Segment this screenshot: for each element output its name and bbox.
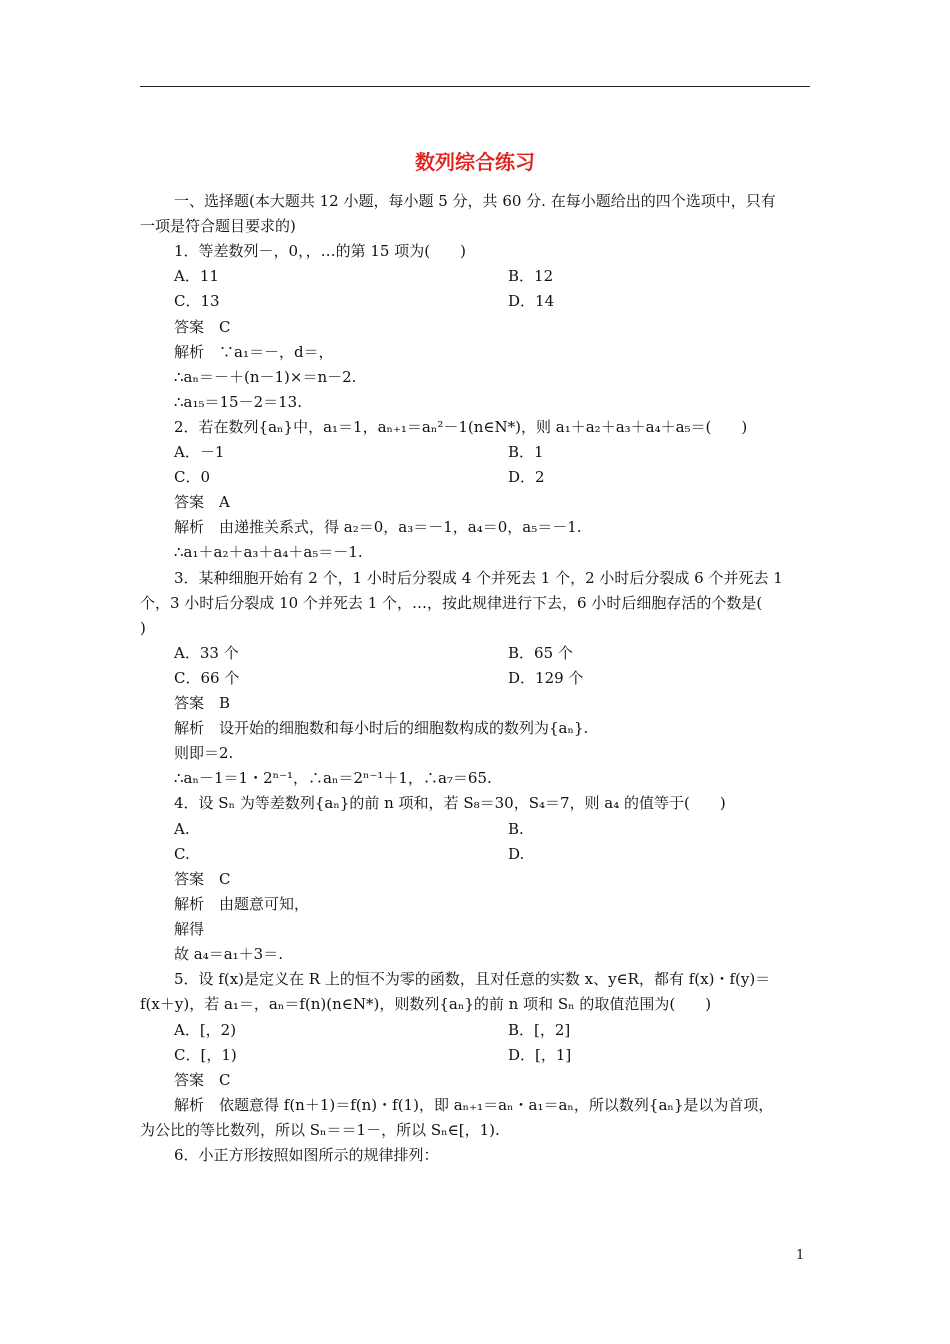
text-line: 答案 C xyxy=(174,318,231,336)
text-line: 答案 C xyxy=(174,1071,231,1089)
text-line: B．1 xyxy=(508,443,544,461)
text-line: 1．等差数列－，0，，…的第 15 项为( ) xyxy=(174,242,466,260)
text-line: A．[，2) xyxy=(174,1021,237,1039)
text-line: 解析 由题意可知， xyxy=(174,895,310,913)
text-line: ) xyxy=(140,619,146,637)
text-line: D．129 个 xyxy=(508,669,584,687)
document-title: 数列综合练习 xyxy=(415,150,535,174)
text-line: 个，3 小时后分裂成 10 个并死去 1 个，…，按此规律进行下去，6 小时后细胞存活的个数是( xyxy=(140,594,763,612)
page-number: 1 xyxy=(796,1248,805,1263)
text-line: 一项是符合题目要求的) xyxy=(140,217,296,235)
text-line: B．65 个 xyxy=(508,644,573,662)
text-line: 解析 依题意得 f(n＋1)＝f(n)・f(1)，即 aₙ₊₁＝aₙ・a₁＝aₙ，所以数列{aₙ}是以为首项， xyxy=(174,1096,774,1114)
text-line: 答案 C xyxy=(174,870,231,888)
text-line: ∴a₁＋a₂＋a₃＋a₄＋a₅＝－1. xyxy=(174,543,363,561)
text-line: C．13 xyxy=(174,292,220,310)
text-line: 解析 ∵a₁＝－，d＝， xyxy=(174,343,334,361)
text-line: B．[，2] xyxy=(508,1021,571,1039)
text-line: 故 a₄＝a₁＋3＝. xyxy=(174,945,283,963)
text-line: 答案 A xyxy=(174,493,230,511)
text-line: C．66 个 xyxy=(174,669,240,687)
text-line: C．[，1) xyxy=(174,1046,237,1064)
text-line: B．12 xyxy=(508,267,554,285)
text-line: 解得 xyxy=(174,920,205,938)
text-line: ∴a₁₅＝15－2＝13. xyxy=(174,393,302,411)
text-line: A．33 个 xyxy=(174,644,239,662)
text-line: 3．某种细胞开始有 2 个，1 小时后分裂成 4 个并死去 1 个，2 小时后分裂成 6 个并死去 1 xyxy=(174,569,783,587)
text-line: 2．若在数列{aₙ}中，a₁＝1，aₙ₊₁＝aₙ²－1(n∈N*)，则 a₁＋a₂＋a₃＋a₄＋a₅＝( ) xyxy=(174,418,748,436)
header-rule xyxy=(140,86,810,87)
text-line: 则即＝2. xyxy=(174,744,234,762)
text-line: A. xyxy=(174,820,190,838)
text-line: 4．设 Sₙ 为等差数列{aₙ}的前 n 项和，若 S₈＝30，S₄＝7，则 a₄ 的值等于( ) xyxy=(174,794,726,812)
text-line: f(x＋y)，若 a₁＝，aₙ＝f(n)(n∈N*)，则数列{aₙ}的前 n 项和 Sₙ 的取值范围为( ) xyxy=(140,995,712,1013)
text-line: D．14 xyxy=(508,292,555,310)
text-line: 为公比的等比数列，所以 Sₙ＝＝1－，所以 Sₙ∈[，1). xyxy=(140,1121,500,1139)
text-line: ∴aₙ－1＝1・2ⁿ⁻¹，∴aₙ＝2ⁿ⁻¹＋1，∴a₇＝65. xyxy=(174,769,492,787)
text-line: B. xyxy=(508,820,524,838)
text-line: D．2 xyxy=(508,468,545,486)
text-line: A．－1 xyxy=(174,443,225,461)
text-line: ∴aₙ＝－＋(n－1)×＝n－2. xyxy=(174,368,357,386)
text-line: 解析 设开始的细胞数和每小时后的细胞数构成的数列为{aₙ}. xyxy=(174,719,589,737)
text-line: C．0 xyxy=(174,468,211,486)
text-line: 5．设 f(x)是定义在 R 上的恒不为零的函数，且对任意的实数 x、y∈R，都有 f(x)・f(y)＝ xyxy=(174,970,771,988)
text-line: C. xyxy=(174,845,190,863)
text-line: A．11 xyxy=(174,267,219,285)
text-line: 答案 B xyxy=(174,694,231,712)
text-line: 一、选择题(本大题共 12 小题，每小题 5 分，共 60 分. 在每小题给出的四个选项中，只有 xyxy=(174,192,776,210)
text-line: 6．小正方形按照如图所示的规律排列： xyxy=(174,1146,439,1164)
text-line: 解析 由递推关系式，得 a₂＝0，a₃＝－1，a₄＝0，a₅＝－1. xyxy=(174,518,582,536)
text-line: D．[，1] xyxy=(508,1046,572,1064)
text-line: D. xyxy=(508,845,525,863)
